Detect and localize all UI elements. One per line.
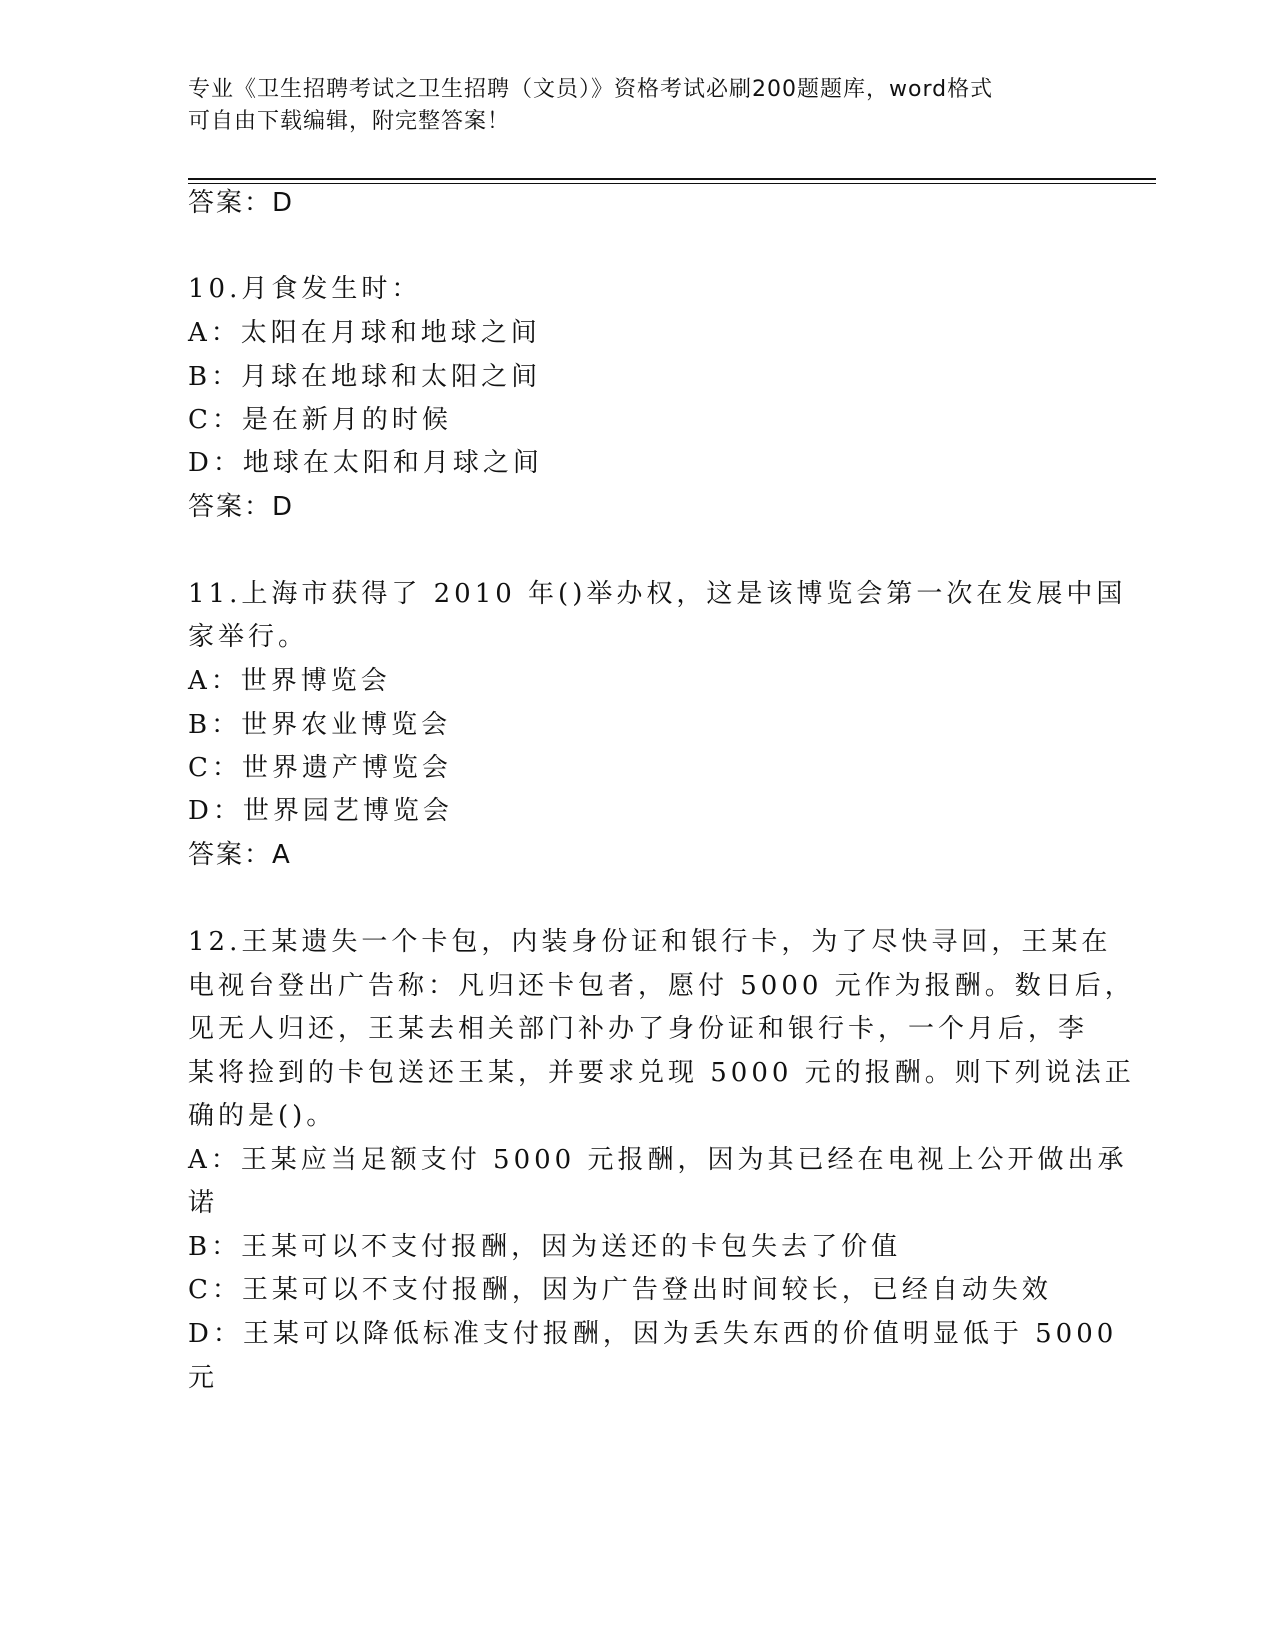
header-line-1: 专业《卫生招聘考试之卫生招聘（文员）》资格考试必刷200题题库，word格式: [188, 77, 994, 102]
q10-answer: 答案：D: [188, 492, 295, 522]
q11-option-b: B：世界农业博览会: [188, 710, 452, 740]
q10-option-b: B：月球在地球和太阳之间: [188, 362, 542, 392]
q12-stem-line-2: 电视台登出广告称：凡归还卡包者，愿付 5000 元作为报酬。数日后，: [188, 971, 1135, 1001]
q12-option-a-line-2: 诺: [188, 1188, 219, 1218]
q12-stem-line-1: 12.王某遗失一个卡包，内装身份证和银行卡，为了尽快寻回，王某在: [188, 927, 1112, 957]
q11-stem-line-2: 家举行。: [188, 622, 309, 652]
q11-option-d: D：世界园艺博览会: [188, 796, 453, 826]
q10-option-d: D：地球在太阳和月球之间: [188, 448, 543, 478]
q12-option-c: C：王某可以不支付报酬，因为广告登出时间较长，已经自动失效: [188, 1275, 1052, 1305]
header-line-2: 可自由下载编辑，附完整答案！: [188, 109, 511, 134]
q11-stem-line-1: 11.上海市获得了 2010 年()举办权，这是该博览会第一次在发展中国: [188, 579, 1127, 609]
q11-option-c: C：世界遗产博览会: [188, 753, 452, 783]
header-divider-thick: [188, 178, 1156, 180]
q10-option-a: A：太阳在月球和地球之间: [188, 318, 541, 348]
answer-prev: 答案：D: [188, 188, 295, 218]
q12-option-d-line-1: D：王某可以降低标准支付报酬，因为丢失东西的价值明显低于 5000: [188, 1319, 1118, 1349]
q12-stem-line-4: 某将捡到的卡包送还王某，并要求兑现 5000 元的报酬。则下列说法正: [188, 1058, 1135, 1088]
q12-option-d-line-2: 元: [188, 1363, 219, 1393]
q10-option-c: C：是在新月的时候: [188, 405, 452, 435]
q12-stem-line-3: 见无人归还，王某去相关部门补办了身份证和银行卡，一个月后，李: [188, 1014, 1089, 1044]
q12-option-b: B：王某可以不支付报酬，因为送还的卡包失去了价值: [188, 1232, 902, 1262]
document-header: [188, 74, 1068, 138]
q12-option-a-line-1: A：王某应当足额支付 5000 元报酬，因为其已经在电视上公开做出承: [188, 1145, 1128, 1175]
q12-stem-line-5: 确的是()。: [188, 1101, 337, 1131]
q11-option-a: A：世界博览会: [188, 666, 391, 696]
q11-answer: 答案：A: [188, 840, 292, 870]
header-divider-thin: [188, 183, 1156, 184]
q10-stem: 10.月食发生时：: [188, 274, 422, 304]
